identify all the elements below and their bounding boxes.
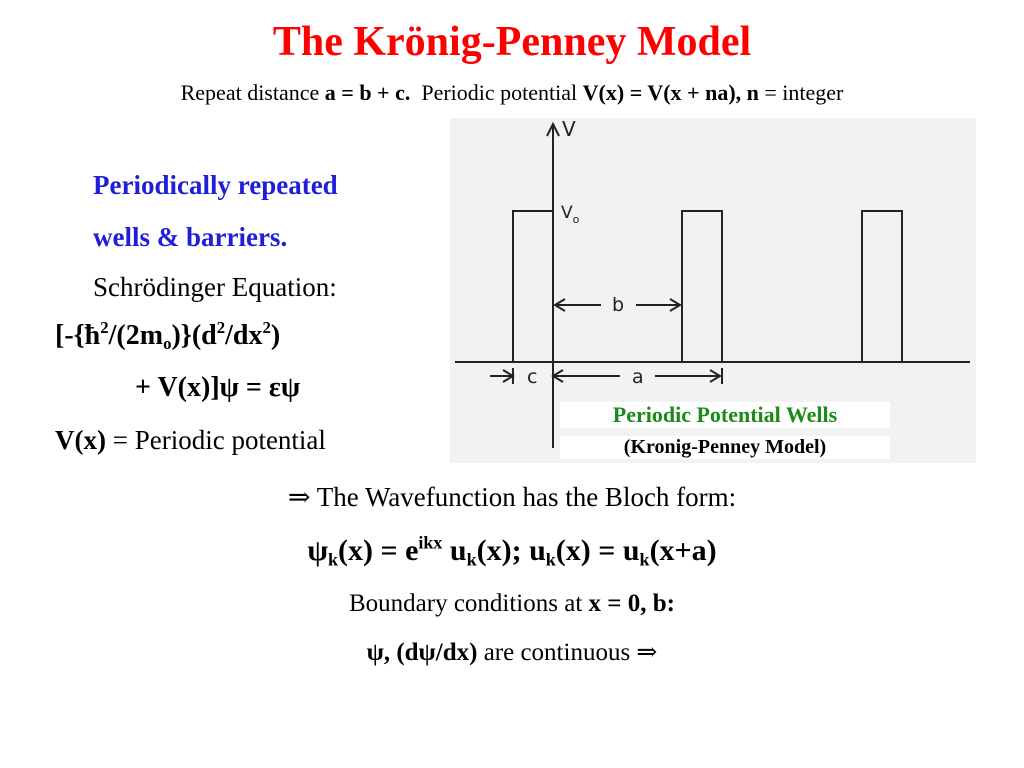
- schrodinger-label: Schrödinger Equation:: [93, 272, 337, 302]
- subtitle-text-2: Periodic potential: [410, 80, 583, 105]
- subtitle-text-1: Repeat distance: [180, 80, 325, 105]
- b-label: b: [612, 294, 625, 316]
- slide-title: The Krönig-Penney Model: [272, 19, 752, 65]
- barrier-1: [513, 211, 553, 362]
- subtitle-repeat-distance: a = b + c.: [324, 80, 411, 105]
- v-axis-label: V: [562, 118, 576, 141]
- subtitle-text-3: = integer: [758, 80, 844, 105]
- bloch-equation: $\psi_k(x) = e^{ikx}$ $u_k(x)$; $u_k(x) = u_k(x+a)$: [307, 532, 717, 570]
- c-label: c: [527, 366, 538, 388]
- figure-caption-subtitle: (Kronig-Penney Model): [560, 436, 890, 459]
- continuity-line: ψ, (dψ/dx) are continuous ⇒: [366, 639, 658, 666]
- schrodinger-equation-line-2: + V(x)]ψ = εψ: [135, 372, 301, 403]
- implies-arrow-icon: ⇒: [287, 482, 311, 512]
- v0-label: $V_o$: [561, 203, 580, 226]
- boundary-conditions-line: Boundary conditions at x = 0, b:: [348, 590, 676, 617]
- figure-caption: Periodic Potential Wells: [560, 402, 890, 428]
- wells-barriers-text: wells & barriers.: [93, 222, 288, 252]
- barrier-3: [862, 211, 902, 362]
- subtitle: [0, 80, 1024, 106]
- barrier-2: [682, 211, 722, 362]
- implies-arrow-icon: ⇒: [636, 639, 658, 666]
- subtitle-periodic-potential: V(x) = V(x + na), n: [582, 80, 759, 105]
- periodically-repeated-text: Periodically repeated: [93, 170, 338, 200]
- schrodinger-equation-line-1: [$-\{ħ^2/(2m_o)\}(d^2/dx^2)$: [55, 318, 281, 354]
- a-label: a: [632, 366, 644, 388]
- bloch-form-line: ⇒ The Wavefunction has the Bloch form:: [287, 482, 737, 512]
- periodic-potential-definition: V(x) = Periodic potential: [55, 425, 326, 455]
